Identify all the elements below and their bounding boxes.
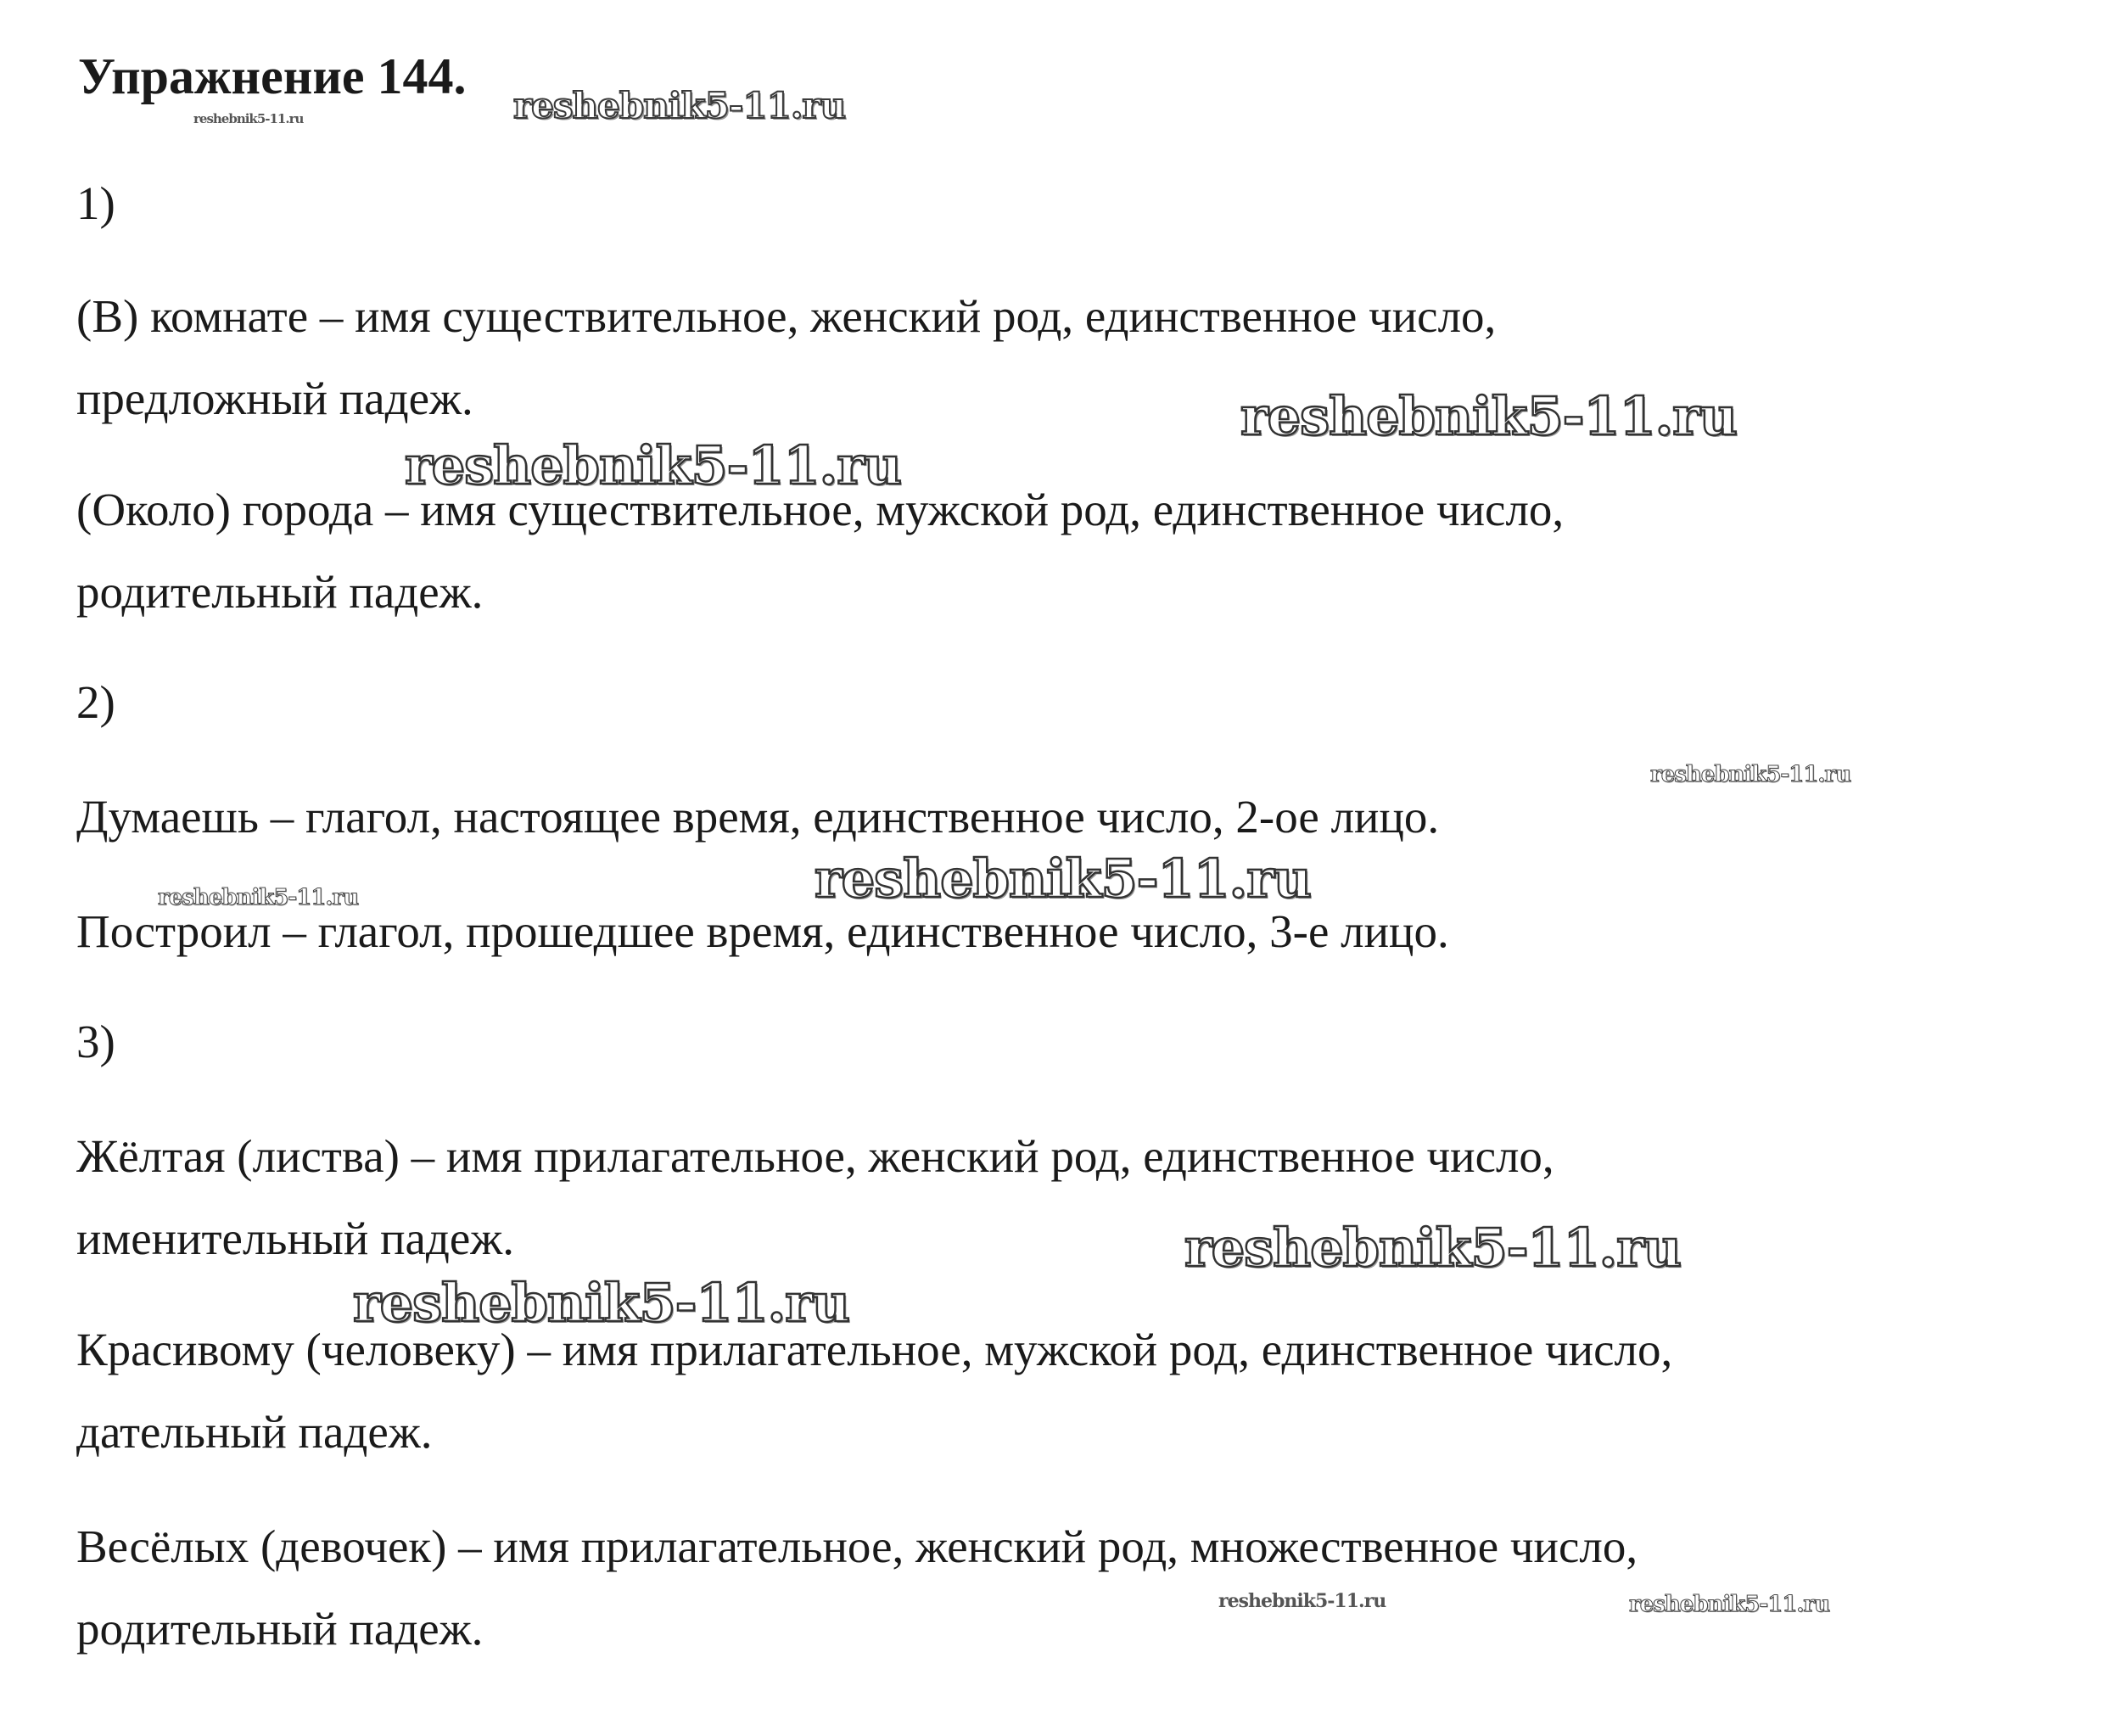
section-2-line-1: Думаешь – глагол, настоящее время, единственное число, 2-ое лицо. bbox=[76, 791, 1440, 843]
section-3-line-5: Весёлых (девочек) – имя прилагательное, женский род, множественное число, bbox=[76, 1520, 1638, 1572]
section-3-line-2: именительный падеж. bbox=[76, 1212, 515, 1264]
section-number-3: 3) bbox=[76, 1016, 115, 1067]
section-1-line-4: родительный падеж. bbox=[76, 566, 484, 618]
section-number-2: 2) bbox=[76, 676, 115, 728]
section-number-1: 1) bbox=[76, 177, 115, 229]
section-2-line-2: Построил – глагол, прошедшее время, единственное число, 3-е лицо. bbox=[76, 905, 1449, 957]
watermark: reshebnik5-11.ru bbox=[1650, 762, 1851, 787]
watermark: reshebnik5-11.ru bbox=[1184, 1217, 1681, 1279]
watermark: reshebnik5-11.ru bbox=[353, 1272, 849, 1334]
watermark: reshebnik5-11.ru bbox=[513, 85, 846, 126]
watermark: reshebnik5-11.ru bbox=[1240, 385, 1737, 447]
watermark: reshebnik5-11.ru bbox=[193, 111, 304, 126]
section-3-line-1: Жёлтая (листва) – имя прилагательное, женский род, единственное число, bbox=[76, 1130, 1554, 1182]
watermark: reshebnik5-11.ru bbox=[815, 848, 1311, 910]
section-1-line-1: (В) комнате – имя существительное, женский род, единственное число, bbox=[76, 290, 1497, 342]
section-1-line-2: предложный падеж. bbox=[76, 372, 473, 424]
section-3-line-6: родительный падеж. bbox=[76, 1603, 484, 1655]
watermark: reshebnik5-11.ru bbox=[1218, 1590, 1386, 1612]
watermark: reshebnik5-11.ru bbox=[158, 885, 359, 910]
section-3-line-4: дательный падеж. bbox=[76, 1406, 433, 1458]
section-3-line-3: Красивому (человеку) – имя прилагательное, мужской род, единственное число, bbox=[76, 1324, 1673, 1375]
exercise-title: Упражнение 144. bbox=[78, 48, 467, 104]
watermark: reshebnik5-11.ru bbox=[1629, 1592, 1830, 1617]
section-1-line-3: (Около) города – имя существительное, мужской род, единственное число, bbox=[76, 484, 1565, 535]
watermark: reshebnik5-11.ru bbox=[405, 434, 901, 496]
